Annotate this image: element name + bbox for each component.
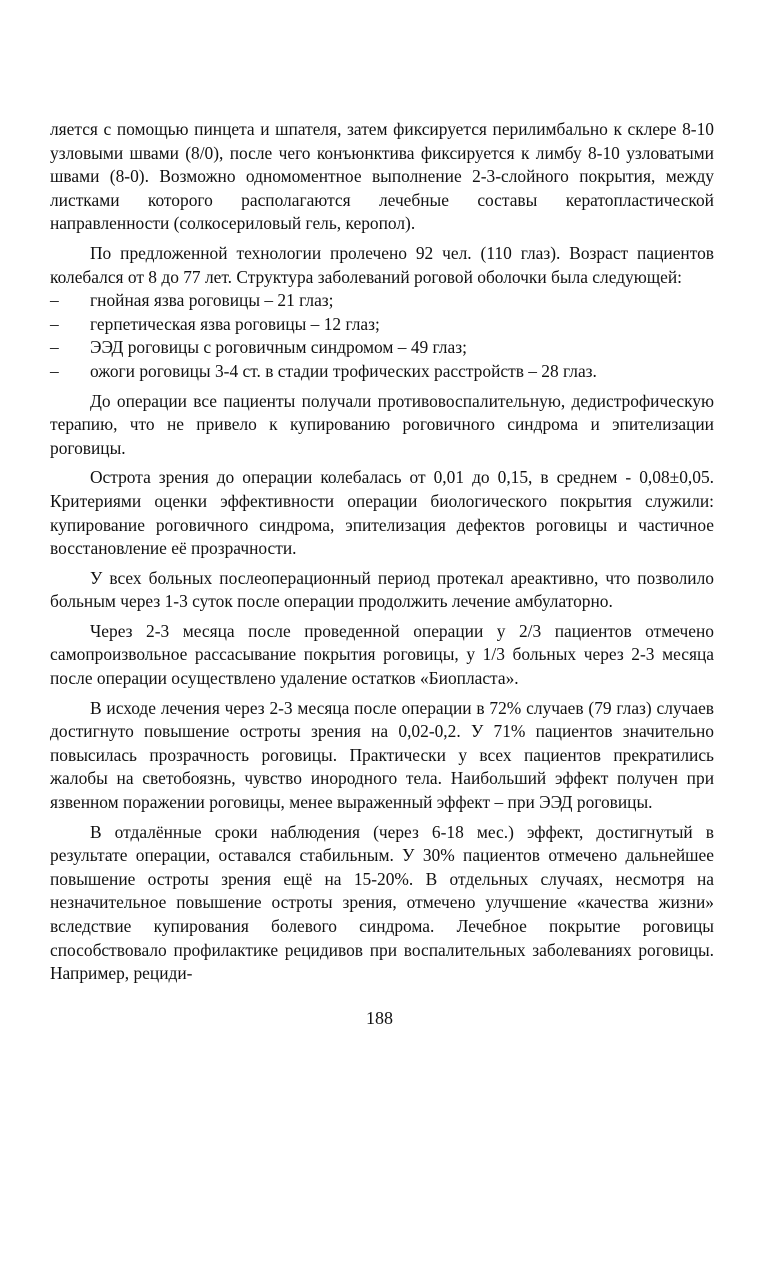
list-item-text: гнойная язва роговицы – 21 глаз; (90, 290, 334, 311)
paragraph: До операции все пациенты получали противовоспалительную, дедистрофическую терапию, что не привело к купированию роговичного синдрома и эпителизации роговицы. (50, 390, 714, 458)
list-item-text: герпетическая язва роговицы – 12 глаз; (90, 313, 380, 334)
body-text (50, 118, 714, 992)
list-item-text: ЭЭД роговицы с роговичным синдромом – 49 глаз; (90, 337, 467, 358)
list-item (50, 289, 714, 313)
paragraph: В отдалённые сроки наблюдения (через 6-18 мес.) эффект, достигнутый в результате операции, оставался стабильным. У 30% пациентов отмечено дальнейшее повышение остроты зрения ещё на 15-20%. В отдельных случаях, несмотря на незначительное повышение остроты зрения, отмечено улучшение «качества жизни» вследствие купирования болевого синдрома. Лечебное покрытие роговицы способствовало профилактике рецидивов при воспалительных заболеваниях роговицы. Например, рециди- (50, 821, 714, 984)
list-marker: – (50, 290, 59, 311)
page-number: 188 (366, 1008, 393, 1028)
paragraph: У всех больных послеоперационный период протекал ареактивно, что позволило больным через 1-3 суток после операции продолжить лечение амбулаторно. (50, 567, 714, 612)
list-marker: – (50, 313, 59, 334)
list-item (50, 360, 714, 384)
list-item (50, 313, 714, 337)
paragraph: ляется с помощью пинцета и шпателя, затем фиксируется перилимбально к склере 8-10 узловыми швами (8/0), после чего конъюнктива фиксируется к лимбу 8-10 узловатыми швами (8-0). Возможно одномоментное выполнение 2-3-слойного покрытия, между листками которого располагаются лечебные составы кератопластической направленности (солкосериловый гель, керопол). (50, 119, 714, 234)
disease-list (50, 289, 714, 383)
list-item-text: ожоги роговицы 3-4 ст. в стадии трофических расстройств – 28 глаз. (90, 360, 597, 381)
list-marker: – (50, 337, 59, 358)
paragraph: В исходе лечения через 2-3 месяца после операции в 72% случаев (79 глаз) случаев достигнуто повышение остроты зрения на 0,02-0,2. У 71% пациентов значительно повысилась прозрачность роговицы. Практически у всех пациентов прекратились жалобы на светобоязнь, чувство инородного тела. Наибольший эффект получен при язвенном поражении роговицы, менее выраженный эффект – при ЭЭД роговицы. (50, 697, 714, 813)
list-marker: – (50, 360, 59, 381)
list-item (50, 336, 714, 360)
paragraph: Острота зрения до операции колебалась от 0,01 до 0,15, в среднем - 0,08±0,05. Критериями оценки эффективности операции биологического покрытия служили: купирование роговичного синдрома, эпителизация дефектов роговицы и частичное восстановление её прозрачности. (50, 467, 714, 559)
paragraph: Через 2-3 месяца после проведенной операции у 2/3 пациентов отмечено самопроизвольное рассасывание покрытия роговицы, у 1/3 больных через 2-3 месяца после операции осуществлено удаление остатков «Биопласта». (50, 620, 714, 689)
paragraph: По предложенной технологии пролечено 92 чел. (110 глаз). Возраст пациентов колебался от 8 до 77 лет. Структура заболеваний роговой оболочки была следующей: (50, 242, 714, 287)
